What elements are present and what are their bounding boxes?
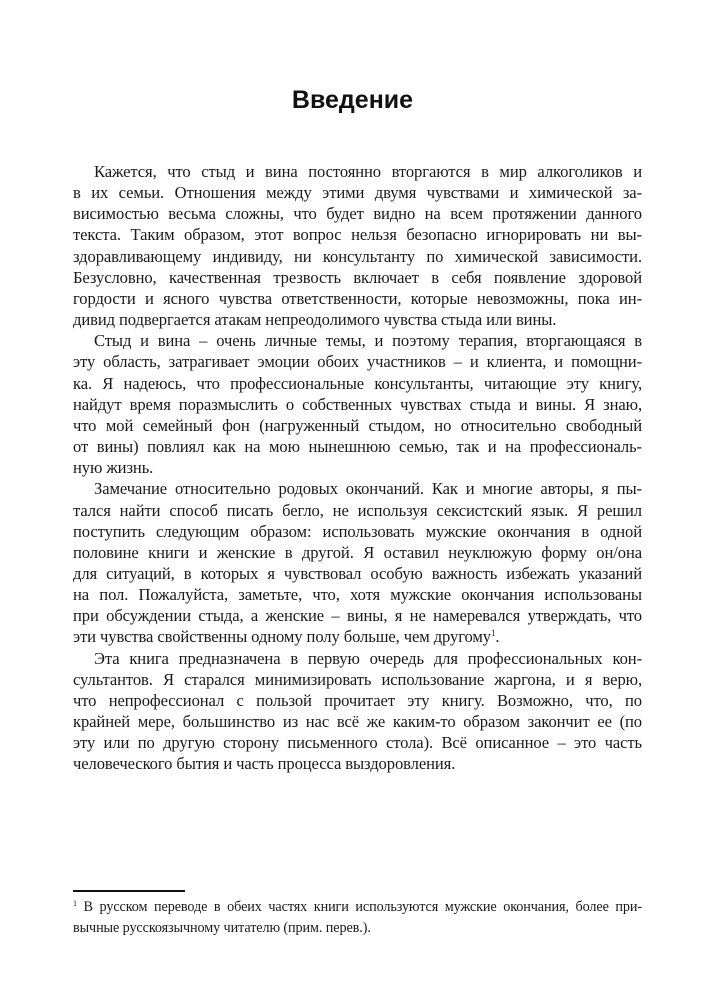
text-line: что непрофессионал с пользой прочитает эту книгу. Возможно, что, по xyxy=(73,690,642,710)
text-line: текста. Таким образом, этот вопрос нельзя безопасно игнорировать ни вы- xyxy=(73,225,642,245)
text-line: для ситуаций, в которых я чувствовал особую важность избежать указаний xyxy=(73,563,642,583)
body-text xyxy=(73,161,642,775)
text-line: ную жизнь. xyxy=(73,458,154,478)
text-line: человеческого бытия и часть процесса выздоровления. xyxy=(73,754,456,774)
text-line: висимостью весьма сложны, что будет видно на всем протяжении данного xyxy=(73,204,642,224)
paragraph-3 xyxy=(73,478,642,647)
paragraph-4 xyxy=(73,648,642,775)
footnote xyxy=(73,897,642,939)
footnote-line: вычные русскоязычному читателю (прим. перев.). xyxy=(73,920,371,936)
text-line: гордости и ясного чувства ответственности, которые невозможны, пока ин- xyxy=(73,288,642,308)
text-line: тался найти способ писать бегло, не используя сексистский язык. Я решил xyxy=(73,500,642,520)
text-line xyxy=(73,626,642,647)
text-line: половине книги и женские в другой. Я оставил неуклюжую форму он/она xyxy=(73,542,642,562)
page-title: Введение xyxy=(291,86,414,114)
paragraph-2 xyxy=(73,330,642,478)
text-line: дивид подвергается атакам непреодолимого чувства стыда или вины. xyxy=(73,310,557,330)
text-line: Кажется, что стыд и вина постоянно вторгаются в мир алкоголиков и xyxy=(94,162,642,181)
text-line: что мой семейный фон (нагруженный стыдом, но относительно свободный xyxy=(73,415,642,435)
footnote-divider xyxy=(73,890,185,892)
text-line: Стыд и вина – очень личные темы, и поэтому терапия, вторгающаяся в xyxy=(94,331,642,351)
text-line: при обсуждении стыда, а женские – вины, я не намеревался утверждать, что xyxy=(73,606,642,626)
end-punctuation: . xyxy=(495,627,500,647)
text-line: эту или по другую сторону письменного стола). Всё описанное – это часть xyxy=(73,733,642,753)
text-line: крайней мере, большинство из нас всё же каким-то образом закончит ее (по xyxy=(73,712,642,732)
text-line: в их семьи. Отношения между этими двумя чувствами и химической за- xyxy=(73,183,642,203)
text-line: Эта книга предназначена в первую очередь для профессиональных кон- xyxy=(94,648,642,668)
text-line: Безусловно, качественная трезвость включает в себя появление здоровой xyxy=(73,267,642,287)
footnote-reference[interactable]: 1 xyxy=(490,628,496,639)
text-line: Замечание относительно родовых окончаний. Как и многие авторы, я пы- xyxy=(94,479,642,499)
paragraph-1 xyxy=(73,161,642,330)
footnote-line xyxy=(73,897,642,918)
text-line: эту область, затрагивает эмоции обоих участников – и клиента, и помощни- xyxy=(73,352,642,372)
text-line: найдут время поразмыслить о собственных чувствах стыда и вины. Я знаю, xyxy=(73,394,642,414)
text-line-content: эти чувства свойственны одному полу больше, чем другому xyxy=(73,627,491,647)
text-line: на пол. Пожалуйста, заметьте, что, хотя мужские окончания использованы xyxy=(73,585,642,605)
text-line: здоравливающему индивиду, ни консультанту по химической зависимости. xyxy=(73,246,642,266)
text-line: от вины) повлиял как на мою нынешнюю семью, так и на профессиональ- xyxy=(73,437,642,457)
footnote-marker: 1 xyxy=(73,899,77,908)
text-line: сультантов. Я старался минимизировать использование жаргона, и я верю, xyxy=(73,669,642,689)
footnote-text: В русском переводе в обеих частях книги используются мужские окончания, более при- xyxy=(83,899,642,915)
text-line: ка. Я надеюсь, что профессиональные консультанты, читающие эту книгу, xyxy=(73,373,642,393)
text-line: поступить следующим образом: использовать мужские окончания в одной xyxy=(73,521,642,541)
